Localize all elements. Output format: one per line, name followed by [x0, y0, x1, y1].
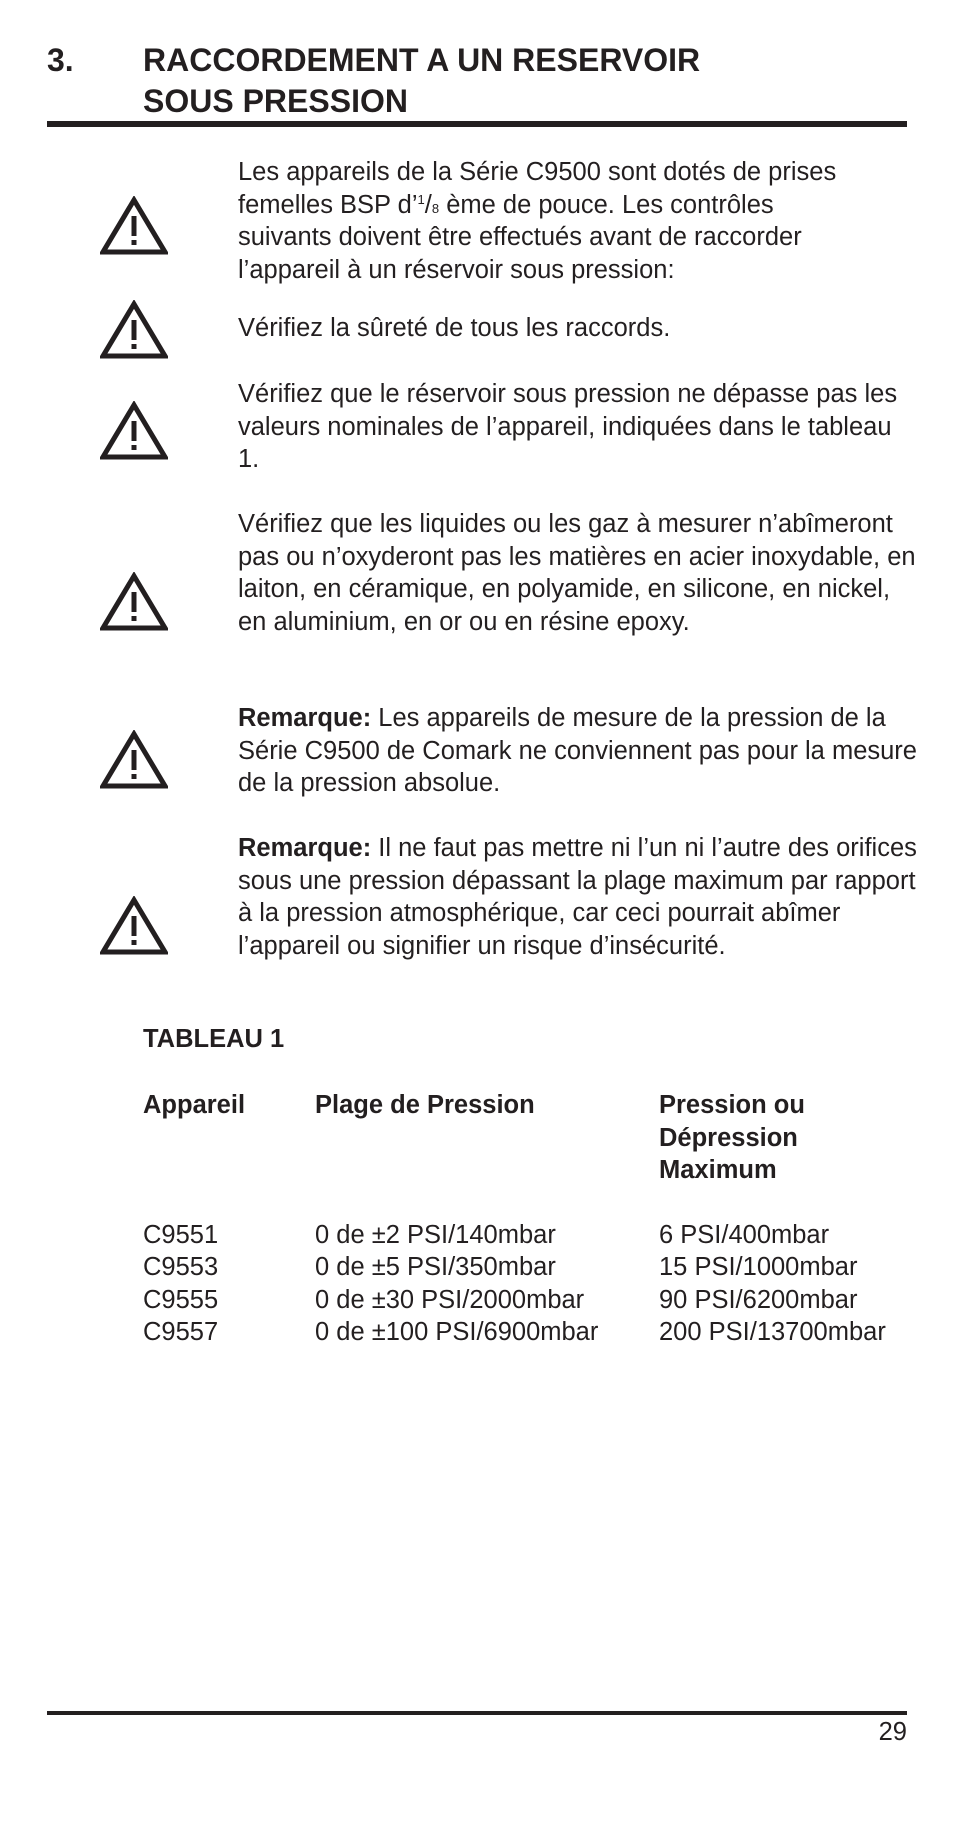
- warning-triangle-icon: [100, 196, 168, 256]
- warning-1-line-1: Les appareils de la Série C9500 sont dotés de prises: [238, 158, 837, 186]
- section-title-line-1: RACCORDEMENT A UN RESERVOIR: [143, 42, 701, 78]
- table-cell-max: 15 PSI/1000mbar: [659, 1253, 858, 1281]
- table-cell-range: 0 de ±30 PSI/2000mbar: [315, 1286, 585, 1314]
- table-cell-model: C9551: [143, 1221, 219, 1249]
- column-header-max-line-2: Dépression: [659, 1123, 798, 1152]
- column-header-range: Plage de Pression: [315, 1091, 535, 1119]
- warning-text-2: Vérifiez la sûreté de tous les raccords.: [238, 314, 671, 342]
- note-label: Remarque:: [238, 704, 372, 732]
- footer-rule: [47, 1711, 907, 1715]
- table-cell-model: C9555: [143, 1286, 219, 1314]
- warning-text-1: [238, 156, 918, 286]
- table-cell-range: 0 de ±100 PSI/6900mbar: [315, 1318, 599, 1346]
- warning-triangle-icon: [100, 730, 168, 790]
- fraction-denominator: 8: [431, 200, 440, 216]
- warning-1-line-2-prefix: femelles BSP d’: [238, 190, 418, 219]
- page-number: 29: [878, 1718, 907, 1746]
- fraction-numerator: 1: [417, 191, 425, 207]
- table-cell-max: 90 PSI/6200mbar: [659, 1286, 858, 1314]
- warning-triangle-icon: [100, 572, 168, 632]
- section-title: [143, 40, 883, 122]
- note-label: Remarque:: [238, 834, 372, 862]
- column-header-model: Appareil: [143, 1091, 246, 1119]
- warning-text-3: Vérifiez que le réservoir sous pression ne dépasse pas les valeurs nominales de l’appareil, indiquées dans le tableau 1.: [238, 380, 898, 473]
- column-header-max: [659, 1089, 805, 1187]
- note-text: Il ne faut pas mettre ni l’un ni l’autre des orifices sous une pression dépassant la plage maximum par rapport à la pression atmosphérique, car ceci pourrait abîmer l’appareil ou signifier un risque d’insécurité.: [238, 834, 917, 960]
- warning-text-5: [238, 702, 918, 800]
- column-header-max-line-3: Maximum: [659, 1156, 777, 1184]
- warning-triangle-icon: [100, 300, 168, 360]
- table-cell-max: 6 PSI/400mbar: [659, 1221, 830, 1249]
- warning-1-line-2-suffix: ème de pouce. Les contrôles: [439, 190, 774, 219]
- table-cell-range: 0 de ±5 PSI/350mbar: [315, 1253, 556, 1281]
- section-number: 3.: [47, 42, 74, 78]
- warning-text-6: [238, 832, 918, 962]
- note-text: Les appareils de mesure de la pression de la Série C9500 de Comark ne conviennent pas pour la mesure de la pression absolue.: [238, 704, 917, 797]
- warning-triangle-icon: [100, 401, 168, 461]
- heading-rule: [47, 121, 907, 127]
- table-title: TABLEAU 1: [143, 1025, 285, 1053]
- warning-triangle-icon: [100, 896, 168, 956]
- warning-1-line-4: l’appareil à un réservoir sous pression:: [238, 255, 675, 284]
- warning-text-4: Vérifiez que les liquides ou les gaz à mesurer n’abîmeront pas ou n’oxyderont pas les matières en acier inoxydable, en laiton, en céramique, en polyamide, en silicone, en nickel, en aluminium, en or ou en résine epoxy.: [238, 510, 916, 636]
- section-title-line-2: SOUS PRESSION: [143, 83, 408, 119]
- table-cell-range: 0 de ±2 PSI/140mbar: [315, 1221, 556, 1249]
- fraction-slash: /: [424, 190, 432, 219]
- table-cell-model: C9553: [143, 1253, 219, 1281]
- column-header-max-line-1: Pression ou: [659, 1091, 805, 1119]
- warning-1-line-3: suivants doivent être effectués avant de raccorder: [238, 223, 802, 251]
- table-cell-max: 200 PSI/13700mbar: [659, 1318, 886, 1346]
- table-cell-model: C9557: [143, 1318, 219, 1346]
